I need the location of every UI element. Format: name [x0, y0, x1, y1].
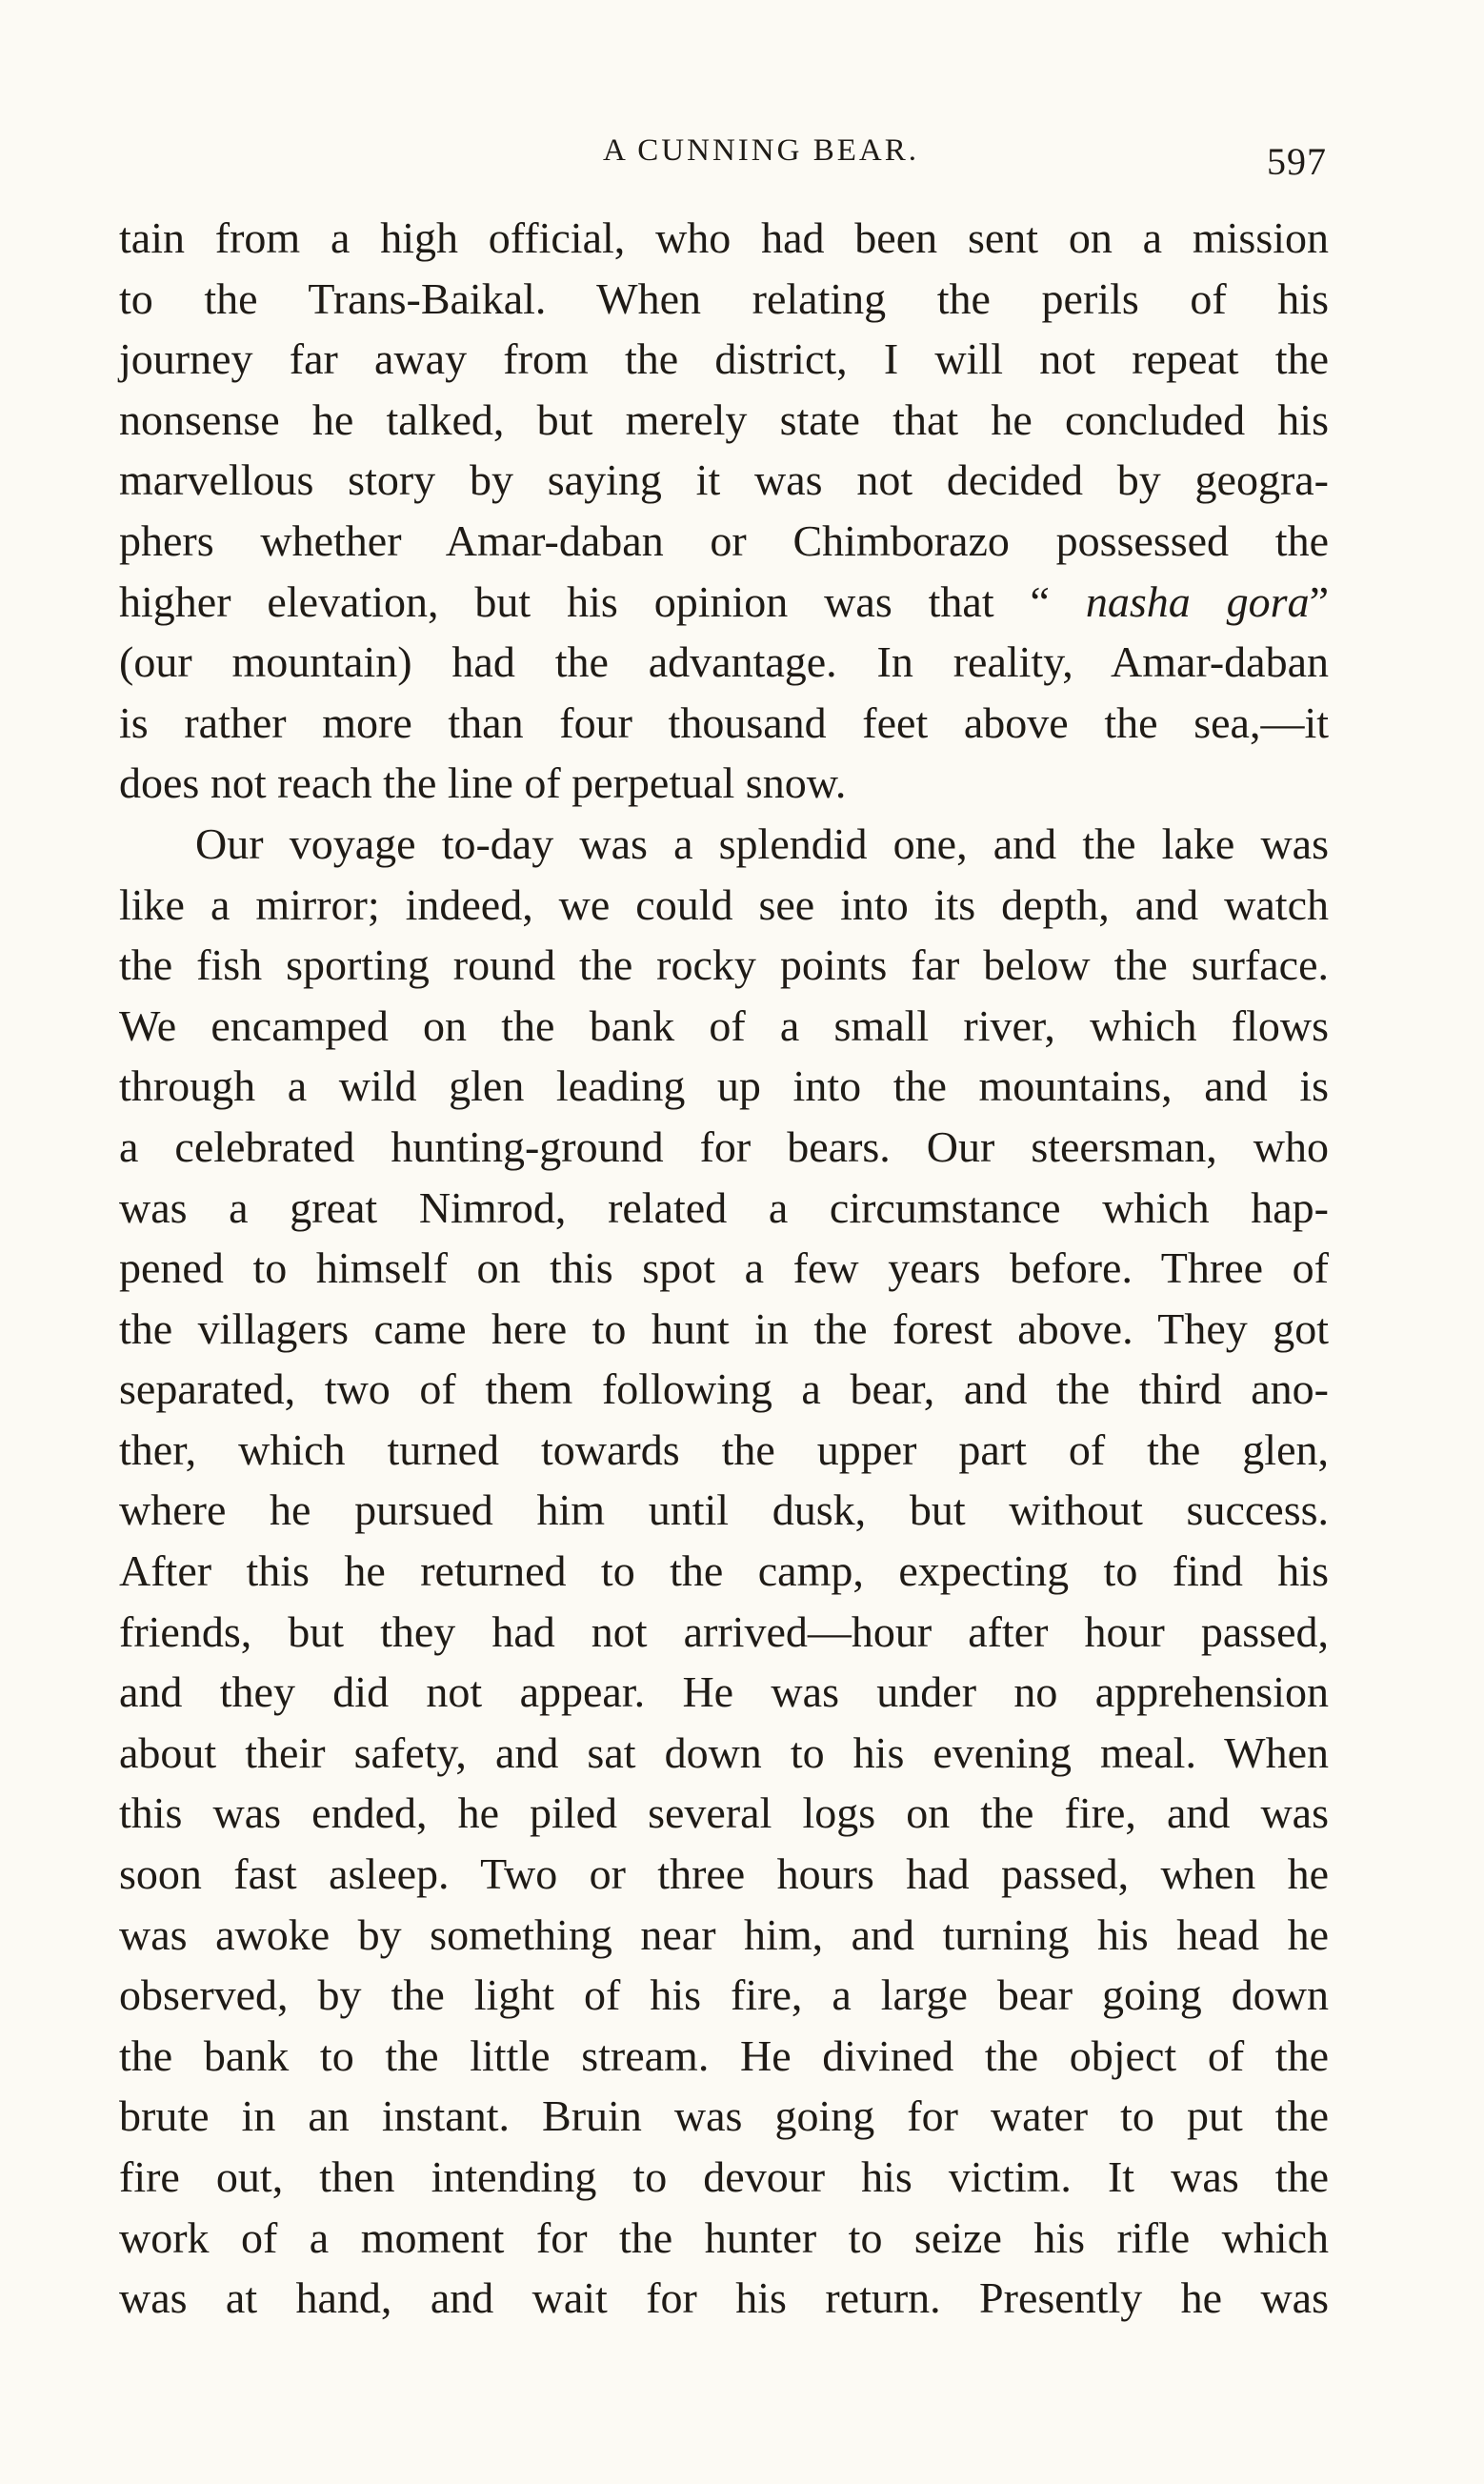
text-line: about their safety, and sat down to his evening meal. When — [119, 1727, 1329, 1777]
text-line: tain from a high official, who had been sent on a mission — [119, 213, 1329, 262]
text-line: separated, two of them following a bear, and the third ano- — [119, 1364, 1329, 1414]
text-line: observed, by the light of his fire, a large bear going down — [119, 1970, 1329, 2020]
text-line: After this he returned to the camp, expecting to find his — [119, 1546, 1329, 1596]
text-line: like a mirror; indeed, we could see into its depth, and watch — [119, 879, 1329, 929]
text-line-with-italic — [119, 572, 1329, 633]
running-title: A CUNNING BEAR. — [603, 133, 919, 168]
text-line: this was ended, he piled several logs on the fire, and was — [119, 1788, 1329, 1838]
text-line: was awoke by something near him, and turning his head he — [119, 1909, 1329, 1959]
text-line: (our mountain) had the advantage. In reality, Amar-daban — [119, 637, 1329, 687]
text-line: friends, but they had not arrived—hour after hour passed, — [119, 1606, 1329, 1656]
text-line: work of a moment for the hunter to seize his rifle which — [119, 2212, 1329, 2262]
text-line: ther, which turned towards the upper part of the glen, — [119, 1424, 1329, 1474]
text-line: was at hand, and wait for his return. Presently he was — [119, 2273, 1329, 2323]
text-line: marvellous story by saying it was not decided by geogra- — [119, 455, 1329, 505]
text-line: and they did not appear. He was under no apprehension — [119, 1667, 1329, 1717]
body-text — [119, 208, 1329, 2329]
text-line: was a great Nimrod, related a circumstance which hap- — [119, 1182, 1329, 1232]
text-line: journey far away from the district, I will not repeat the — [119, 334, 1329, 384]
text-line: the fish sporting round the rocky points far below the surface. — [119, 940, 1329, 990]
text-line: does not reach the line of perpetual snow. — [119, 758, 847, 808]
text-line: through a wild glen leading up into the mountains, and is — [119, 1061, 1329, 1111]
text-line: where he pursued him until dusk, but without success. — [119, 1485, 1329, 1535]
text-line: a celebrated hunting-ground for bears. Our steersman, who — [119, 1121, 1329, 1171]
text-line: brute in an instant. Bruin was going for water to put the — [119, 2091, 1329, 2141]
running-head — [0, 124, 1484, 181]
text-line: the bank to the little stream. He divined the object of the — [119, 2030, 1329, 2080]
text-line: is rather more than four thousand feet above the sea,—it — [119, 697, 1329, 747]
text-line: nonsense he talked, but merely state that he concluded his — [119, 394, 1329, 444]
text-line: soon fast asleep. Two or three hours had passed, when he — [119, 1849, 1329, 1899]
text-line: pened to himself on this spot a few years before. Three of — [119, 1243, 1329, 1293]
text-line: phers whether Amar-daban or Chimborazo possessed the — [119, 515, 1329, 565]
text-line: the villagers came here to hunt in the forest above. They got — [119, 1303, 1329, 1353]
italic-phrase: nasha gora — [1085, 576, 1310, 626]
text-line: to the Trans-Baikal. When relating the perils of his — [119, 273, 1329, 323]
text-line: fire out, then intending to devour his victim. It was the — [119, 2152, 1329, 2201]
text-segment: ” — [1309, 576, 1329, 626]
text-line: We encamped on the bank of a small river, which flows — [119, 1000, 1329, 1050]
page-number: 597 — [1267, 140, 1327, 183]
text-segment: higher elevation, but his opinion was that “ — [119, 576, 1086, 626]
text-line: Our voyage to-day was a splendid one, and the lake was — [195, 818, 1329, 868]
